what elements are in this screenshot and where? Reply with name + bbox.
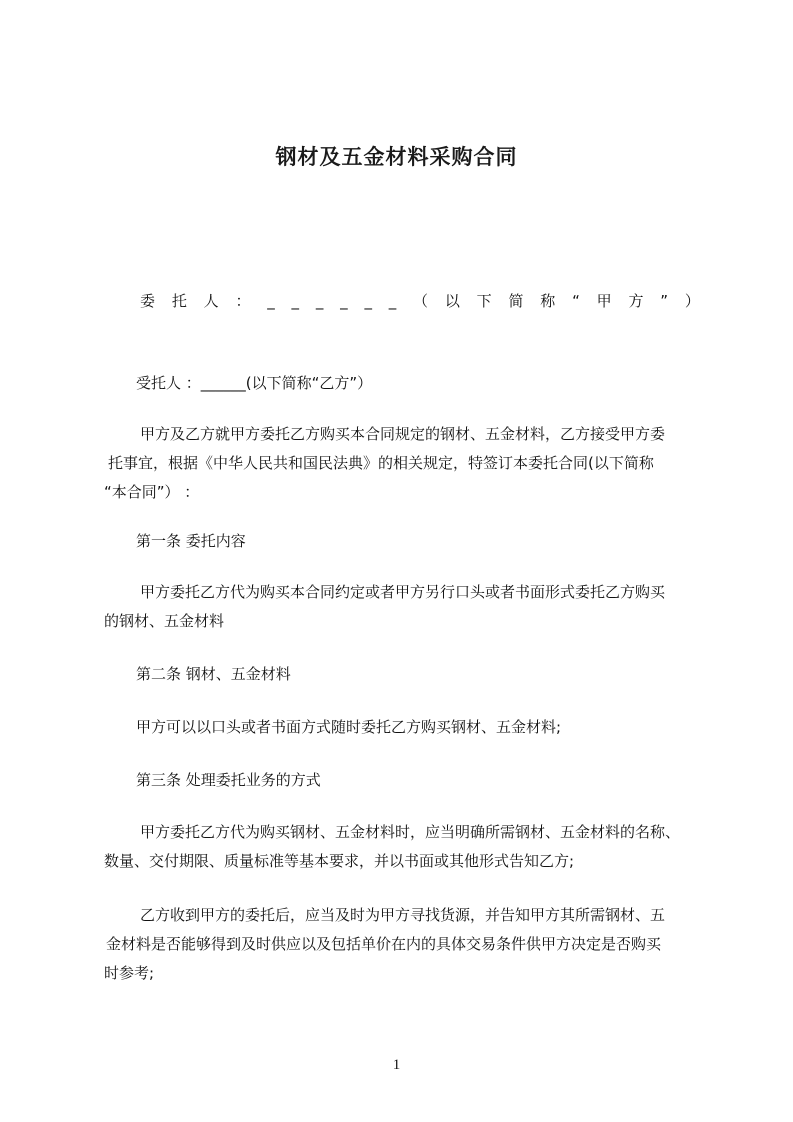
principal-char: _: [364, 292, 372, 310]
principal-char: 以: [444, 292, 460, 310]
principal-char: 甲: [596, 292, 612, 310]
principal-char: （: [413, 292, 429, 310]
page-number: 1: [392, 1057, 401, 1073]
article3-line: 金材料是否能够得到及时供应以及包括单价在内的具体交易条件供甲方决定是否购买: [106, 935, 662, 953]
principal-char: 方: [628, 292, 644, 310]
article3-body2: [104, 901, 704, 988]
agent-line: 受托人 ：______(以下简称“乙方”）: [136, 374, 373, 392]
article1-line: 甲方委托乙方代为购买本合同约定或者甲方另行口头或者书面形式委托乙方购买: [140, 583, 666, 601]
article3-line: 乙方收到甲方的委托后，应当及时为甲方寻找货源，并告知甲方其所需钢材、五: [140, 906, 666, 924]
principal-char: 下: [476, 292, 492, 310]
principal-char: ：: [235, 292, 251, 310]
article3-body1: [104, 818, 704, 876]
article3-line: 时参考;: [104, 964, 155, 982]
principal-char: 称: [540, 292, 556, 310]
intro-line: “本合同”） ：: [104, 483, 200, 501]
intro-line: 托事宜，根据《中华人民共和国民法典》的相关规定，特签订本委托合同(以下简称: [108, 454, 654, 472]
intro-line: 甲方及乙方就甲方委托乙方购买本合同规定的钢材、五金材料，乙方接受甲方委: [140, 425, 666, 443]
intro-paragraph: [104, 420, 704, 507]
principal-char: ”: [660, 292, 669, 310]
principal-char: _: [267, 292, 275, 310]
article2-line: 甲方可以以口头或者书面方式随时委托乙方购买钢材、五金材料;: [136, 718, 562, 736]
principal-char: ）: [684, 292, 700, 310]
principal-char: 托: [171, 292, 187, 310]
article2-body: [136, 713, 736, 742]
article3-line: 数量、交付期限、质量标准等基本要求，并以书面或其他形式告知乙方;: [104, 852, 575, 870]
document-title: 钢材及五金材料采购合同: [275, 145, 518, 169]
principal-char: 简: [508, 292, 524, 310]
principal-char: “: [572, 292, 580, 310]
principal-char: _: [291, 292, 300, 310]
principal-char: 人: [203, 292, 219, 310]
principal-char: 委: [140, 292, 156, 310]
article1-line: 的钢材、五金材料: [104, 612, 225, 630]
principal-line: [140, 290, 700, 312]
principal-char: _: [315, 292, 324, 310]
article3-line: 甲方委托乙方代为购买钢材、五金材料时，应当明确所需钢材、五金材料的名称、: [140, 823, 681, 841]
article2-heading: 第二条 钢材、五金材料: [136, 665, 291, 683]
article3-heading: 第三条 处理委托业务的方式: [136, 771, 321, 789]
principal-char: _: [340, 292, 348, 310]
principal-char: _: [388, 292, 397, 310]
article1-heading: 第一条 委托内容: [136, 532, 246, 550]
article1-body: [104, 578, 704, 636]
